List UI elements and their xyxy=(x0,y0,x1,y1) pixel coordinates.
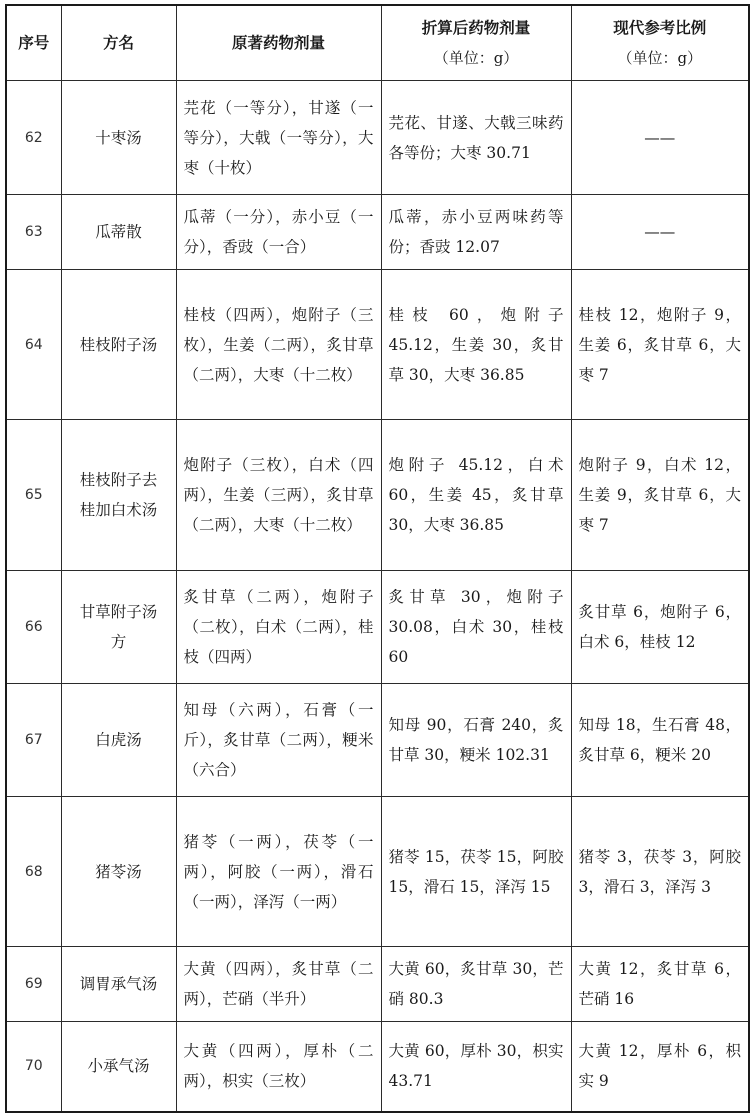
table-row xyxy=(6,684,749,797)
table-row xyxy=(6,947,749,1022)
prescription-table-container xyxy=(5,4,748,1113)
header-name: 方名 xyxy=(61,5,176,81)
table-row xyxy=(6,81,749,195)
row-no: 68 xyxy=(6,797,61,947)
table-row xyxy=(6,270,749,420)
header-modern-ratio xyxy=(571,5,749,81)
row-converted: 桂枝 60，炮附子 45.12，生姜 30，炙甘草 30，大枣 36.85 xyxy=(381,270,571,420)
row-modern: —— xyxy=(571,81,749,195)
row-no: 62 xyxy=(6,81,61,195)
row-no: 67 xyxy=(6,684,61,797)
row-no: 70 xyxy=(6,1022,61,1112)
row-original: 炙甘草（二两），炮附子（二枚），白术（二两），桂枝（四两） xyxy=(176,571,381,684)
header-converted-label: 折算后药物剂量 xyxy=(421,19,531,37)
header-original-dosage: 原著药物剂量 xyxy=(176,5,381,81)
table-row xyxy=(6,1022,749,1112)
table-row xyxy=(6,571,749,684)
row-modern: 知母 18，生石膏 48，炙甘草 6，粳米 20 xyxy=(571,684,749,797)
row-original: 瓜蒂（一分），赤小豆（一分），香豉（一合） xyxy=(176,195,381,270)
row-no: 69 xyxy=(6,947,61,1022)
row-converted: 炙甘草 30，炮附子 30.08，白术 30，桂枝 60 xyxy=(381,571,571,684)
row-converted: 知母 90，石膏 240，炙甘草 30，粳米 102.31 xyxy=(381,684,571,797)
header-modern-label: 现代参考比例 xyxy=(613,19,707,37)
header-converted-unit: （单位：g） xyxy=(433,49,519,67)
row-name: 瓜蒂散 xyxy=(61,195,176,270)
row-converted: 大黄 60，炙甘草 30，芒硝 80.3 xyxy=(381,947,571,1022)
row-no: 66 xyxy=(6,571,61,684)
row-converted: 瓜蒂，赤小豆两味药等份；香豉 12.07 xyxy=(381,195,571,270)
prescription-dosage-table xyxy=(5,4,750,1113)
row-converted: 大黄 60，厚朴 30，枳实 43.71 xyxy=(381,1022,571,1112)
row-modern: 猪苓 3，茯苓 3，阿胶 3，滑石 3，泽泻 3 xyxy=(571,797,749,947)
row-original: 芫花（一等分），甘遂（一等分），大戟（一等分），大枣（十枚） xyxy=(176,81,381,195)
row-original: 桂枝（四两），炮附子（三枚），生姜（二两），炙甘草（二两），大枣（十二枚） xyxy=(176,270,381,420)
row-name: 小承气汤 xyxy=(61,1022,176,1112)
row-no: 65 xyxy=(6,420,61,571)
row-modern: 炙甘草 6，炮附子 6，白术 6，桂枝 12 xyxy=(571,571,749,684)
row-name: 调胃承气汤 xyxy=(61,947,176,1022)
row-name: 甘草附子汤方 xyxy=(61,571,176,684)
table-row xyxy=(6,420,749,571)
row-original: 大黄（四两），厚朴（二两），枳实（三枚） xyxy=(176,1022,381,1112)
header-no: 序号 xyxy=(6,5,61,81)
row-no: 63 xyxy=(6,195,61,270)
row-no: 64 xyxy=(6,270,61,420)
row-original: 大黄（四两），炙甘草（二两），芒硝（半升） xyxy=(176,947,381,1022)
row-original: 炮附子（三枚），白术（四两），生姜（三两），炙甘草（二两），大枣（十二枚） xyxy=(176,420,381,571)
header-modern-unit: （单位：g） xyxy=(617,49,703,67)
row-converted: 猪苓 15，茯苓 15，阿胶 15，滑石 15，泽泻 15 xyxy=(381,797,571,947)
row-original: 知母（六两），石膏（一斤），炙甘草（二两），粳米（六合） xyxy=(176,684,381,797)
row-name: 桂枝附子去桂加白术汤 xyxy=(61,420,176,571)
row-name: 桂枝附子汤 xyxy=(61,270,176,420)
row-modern: —— xyxy=(571,195,749,270)
row-modern: 大黄 12，炙甘草 6，芒硝 16 xyxy=(571,947,749,1022)
row-name: 猪苓汤 xyxy=(61,797,176,947)
header-converted-dosage xyxy=(381,5,571,81)
row-modern: 桂枝 12，炮附子 9，生姜 6，炙甘草 6，大枣 7 xyxy=(571,270,749,420)
row-name: 白虎汤 xyxy=(61,684,176,797)
table-row xyxy=(6,195,749,270)
table-row xyxy=(6,797,749,947)
row-name: 十枣汤 xyxy=(61,81,176,195)
row-converted: 炮附子 45.12，白术 60，生姜 45，炙甘草 30，大枣 36.85 xyxy=(381,420,571,571)
table-header-row xyxy=(6,5,749,81)
row-modern: 炮附子 9，白术 12，生姜 9，炙甘草 6，大枣 7 xyxy=(571,420,749,571)
row-modern: 大黄 12，厚朴 6，枳实 9 xyxy=(571,1022,749,1112)
row-original: 猪苓（一两），茯苓（一两），阿胶（一两），滑石（一两），泽泻（一两） xyxy=(176,797,381,947)
row-converted: 芫花、甘遂、大戟三味药各等份；大枣 30.71 xyxy=(381,81,571,195)
